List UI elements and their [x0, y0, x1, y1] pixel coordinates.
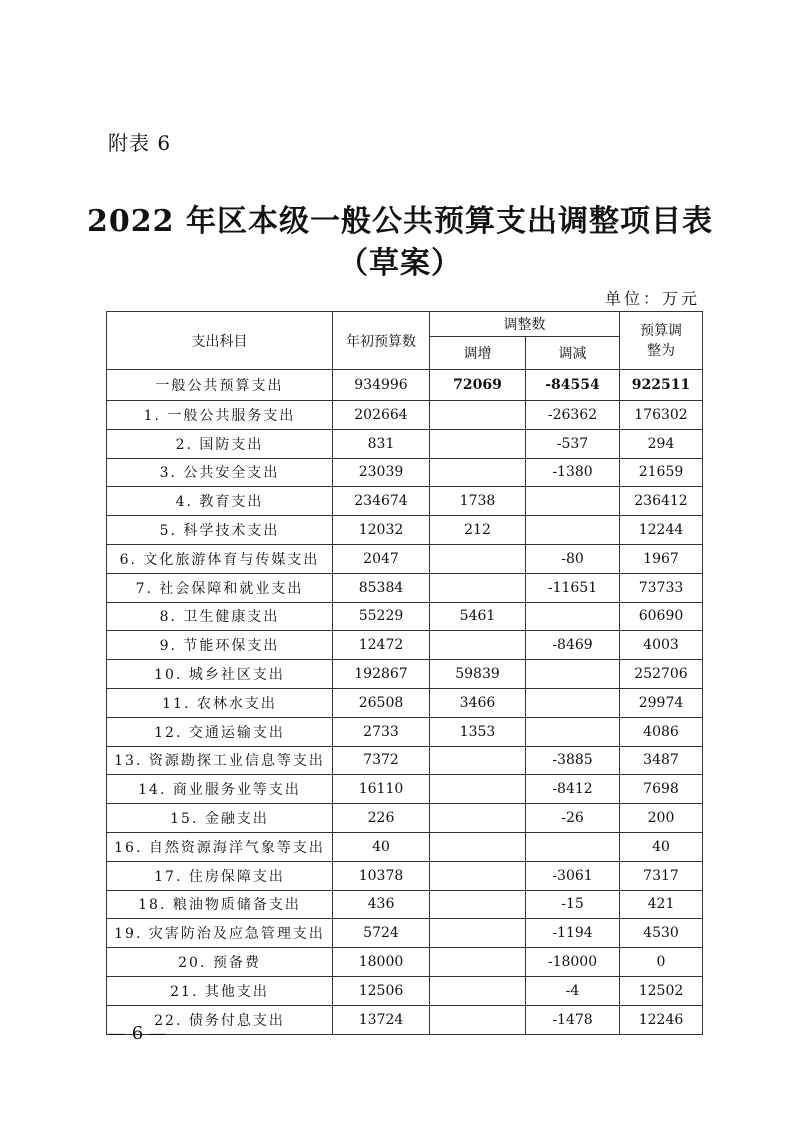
cell-adjusted: 4086	[620, 717, 703, 746]
table-row	[107, 746, 703, 775]
cell-decrease	[526, 832, 620, 861]
cell-increase	[430, 544, 526, 573]
cell-initial: 2047	[333, 544, 430, 573]
cell-adjusted: 421	[620, 890, 703, 919]
cell-name: 21. 其他支出	[107, 976, 333, 1005]
cell-initial: 7372	[333, 746, 430, 775]
cell-increase	[430, 890, 526, 919]
cell-increase	[430, 401, 526, 430]
cell-adjusted: 40	[620, 832, 703, 861]
cell-name: 2. 国防支出	[107, 429, 333, 458]
cell-adjusted: 73733	[620, 573, 703, 602]
cell-name: 14. 商业服务业等支出	[107, 775, 333, 804]
cell-name: 10. 城乡社区支出	[107, 660, 333, 689]
cell-adjusted: 294	[620, 429, 703, 458]
cell-initial: 192867	[333, 660, 430, 689]
cell-initial: 436	[333, 890, 430, 919]
total-adjusted: 922511	[620, 370, 703, 401]
cell-decrease: -537	[526, 429, 620, 458]
cell-name: 9. 节能环保支出	[107, 631, 333, 660]
cell-decrease	[526, 516, 620, 545]
cell-increase	[430, 746, 526, 775]
cell-initial: 40	[333, 832, 430, 861]
table-row	[107, 487, 703, 516]
table-row	[107, 1005, 703, 1034]
cell-increase	[430, 631, 526, 660]
cell-decrease: -1478	[526, 1005, 620, 1034]
cell-name: 3. 公共安全支出	[107, 458, 333, 487]
cell-initial: 12506	[333, 976, 430, 1005]
cell-increase: 5461	[430, 602, 526, 631]
cell-decrease: -1194	[526, 919, 620, 948]
cell-name: 13. 资源勘探工业信息等支出	[107, 746, 333, 775]
cell-initial: 234674	[333, 487, 430, 516]
header-adjustment: 调整数	[430, 312, 620, 337]
cell-adjusted: 236412	[620, 487, 703, 516]
unit-label: 单位：万元	[604, 289, 700, 308]
cell-decrease	[526, 688, 620, 717]
cell-increase	[430, 458, 526, 487]
table-row	[107, 458, 703, 487]
cell-initial: 12032	[333, 516, 430, 545]
total-decrease: -84554	[526, 370, 620, 401]
table-row	[107, 429, 703, 458]
cell-initial: 12472	[333, 631, 430, 660]
cell-adjusted: 7317	[620, 861, 703, 890]
cell-initial: 5724	[333, 919, 430, 948]
page-title: 2022 年区本级一般公共预算支出调整项目表	[87, 204, 713, 239]
cell-decrease: -18000	[526, 948, 620, 977]
cell-increase	[430, 573, 526, 602]
cell-decrease: -8412	[526, 775, 620, 804]
table-row	[107, 544, 703, 573]
table-row	[107, 717, 703, 746]
cell-decrease: -26	[526, 804, 620, 833]
table-row	[107, 602, 703, 631]
cell-name: 12. 交通运输支出	[107, 717, 333, 746]
table-row	[107, 660, 703, 689]
table-row	[107, 804, 703, 833]
table-row	[107, 919, 703, 948]
cell-initial: 55229	[333, 602, 430, 631]
cell-decrease: -11651	[526, 573, 620, 602]
cell-adjusted: 12244	[620, 516, 703, 545]
table-row	[107, 948, 703, 977]
total-initial: 934996	[333, 370, 430, 401]
cell-initial: 26508	[333, 688, 430, 717]
cell-initial: 23039	[333, 458, 430, 487]
table-row	[107, 631, 703, 660]
header-increase: 调增	[430, 337, 526, 370]
header-adjusted-label: 预算调整为	[640, 322, 682, 359]
cell-increase	[430, 804, 526, 833]
table-row	[107, 976, 703, 1005]
cell-increase	[430, 976, 526, 1005]
cell-adjusted: 60690	[620, 602, 703, 631]
header-initial: 年初预算数	[333, 312, 430, 370]
cell-increase	[430, 775, 526, 804]
page-number: — 6 —	[108, 1023, 167, 1044]
total-row	[107, 370, 703, 401]
table-row	[107, 516, 703, 545]
cell-adjusted: 12502	[620, 976, 703, 1005]
cell-increase	[430, 429, 526, 458]
table-row	[107, 401, 703, 430]
cell-adjusted: 1967	[620, 544, 703, 573]
table-row	[107, 890, 703, 919]
total-name: 一般公共预算支出	[107, 370, 333, 401]
header-subject: 支出科目	[107, 312, 333, 370]
cell-increase: 212	[430, 516, 526, 545]
cell-increase: 59839	[430, 660, 526, 689]
cell-initial: 16110	[333, 775, 430, 804]
cell-increase	[430, 919, 526, 948]
cell-decrease: -15	[526, 890, 620, 919]
cell-name: 11. 农林水支出	[107, 688, 333, 717]
cell-initial: 10378	[333, 861, 430, 890]
cell-increase: 3466	[430, 688, 526, 717]
cell-initial: 85384	[333, 573, 430, 602]
cell-decrease: -3061	[526, 861, 620, 890]
cell-decrease	[526, 602, 620, 631]
cell-adjusted: 4530	[620, 919, 703, 948]
budget-table	[106, 311, 703, 1035]
cell-name: 4. 教育支出	[107, 487, 333, 516]
cell-adjusted: 252706	[620, 660, 703, 689]
total-increase: 72069	[430, 370, 526, 401]
cell-name: 15. 金融支出	[107, 804, 333, 833]
cell-name: 16. 自然资源海洋气象等支出	[107, 832, 333, 861]
cell-decrease: -3885	[526, 746, 620, 775]
header-adjusted	[620, 312, 703, 370]
cell-increase	[430, 1005, 526, 1034]
cell-decrease: -8469	[526, 631, 620, 660]
cell-decrease: -4	[526, 976, 620, 1005]
cell-increase	[430, 832, 526, 861]
cell-increase: 1738	[430, 487, 526, 516]
cell-adjusted: 4003	[620, 631, 703, 660]
cell-adjusted: 3487	[620, 746, 703, 775]
cell-adjusted: 7698	[620, 775, 703, 804]
cell-decrease: -80	[526, 544, 620, 573]
page-subtitle: （草案）	[338, 246, 462, 281]
cell-decrease: -26362	[526, 401, 620, 430]
cell-adjusted: 0	[620, 948, 703, 977]
cell-adjusted: 21659	[620, 458, 703, 487]
cell-initial: 831	[333, 429, 430, 458]
table-row	[107, 775, 703, 804]
table-row	[107, 573, 703, 602]
cell-decrease: -1380	[526, 458, 620, 487]
cell-initial: 226	[333, 804, 430, 833]
table-row	[107, 688, 703, 717]
cell-name: 20. 预备费	[107, 948, 333, 977]
cell-decrease	[526, 487, 620, 516]
cell-initial: 13724	[333, 1005, 430, 1034]
cell-name: 17. 住房保障支出	[107, 861, 333, 890]
cell-increase	[430, 861, 526, 890]
cell-name: 22. 债务付息支出	[107, 1005, 333, 1034]
cell-initial: 18000	[333, 948, 430, 977]
cell-decrease	[526, 660, 620, 689]
cell-increase: 1353	[430, 717, 526, 746]
cell-adjusted: 176302	[620, 401, 703, 430]
cell-adjusted: 12246	[620, 1005, 703, 1034]
cell-decrease	[526, 717, 620, 746]
cell-name: 19. 灾害防治及应急管理支出	[107, 919, 333, 948]
cell-adjusted: 29974	[620, 688, 703, 717]
table-row	[107, 832, 703, 861]
cell-name: 1. 一般公共服务支出	[107, 401, 333, 430]
cell-name: 5. 科学技术支出	[107, 516, 333, 545]
annex-label: 附表 6	[108, 131, 172, 155]
cell-name: 18. 粮油物质储备支出	[107, 890, 333, 919]
table-row	[107, 861, 703, 890]
cell-adjusted: 200	[620, 804, 703, 833]
cell-initial: 202664	[333, 401, 430, 430]
cell-name: 6. 文化旅游体育与传媒支出	[107, 544, 333, 573]
cell-initial: 2733	[333, 717, 430, 746]
cell-increase	[430, 948, 526, 977]
header-decrease: 调减	[526, 337, 620, 370]
cell-name: 8. 卫生健康支出	[107, 602, 333, 631]
cell-name: 7. 社会保障和就业支出	[107, 573, 333, 602]
